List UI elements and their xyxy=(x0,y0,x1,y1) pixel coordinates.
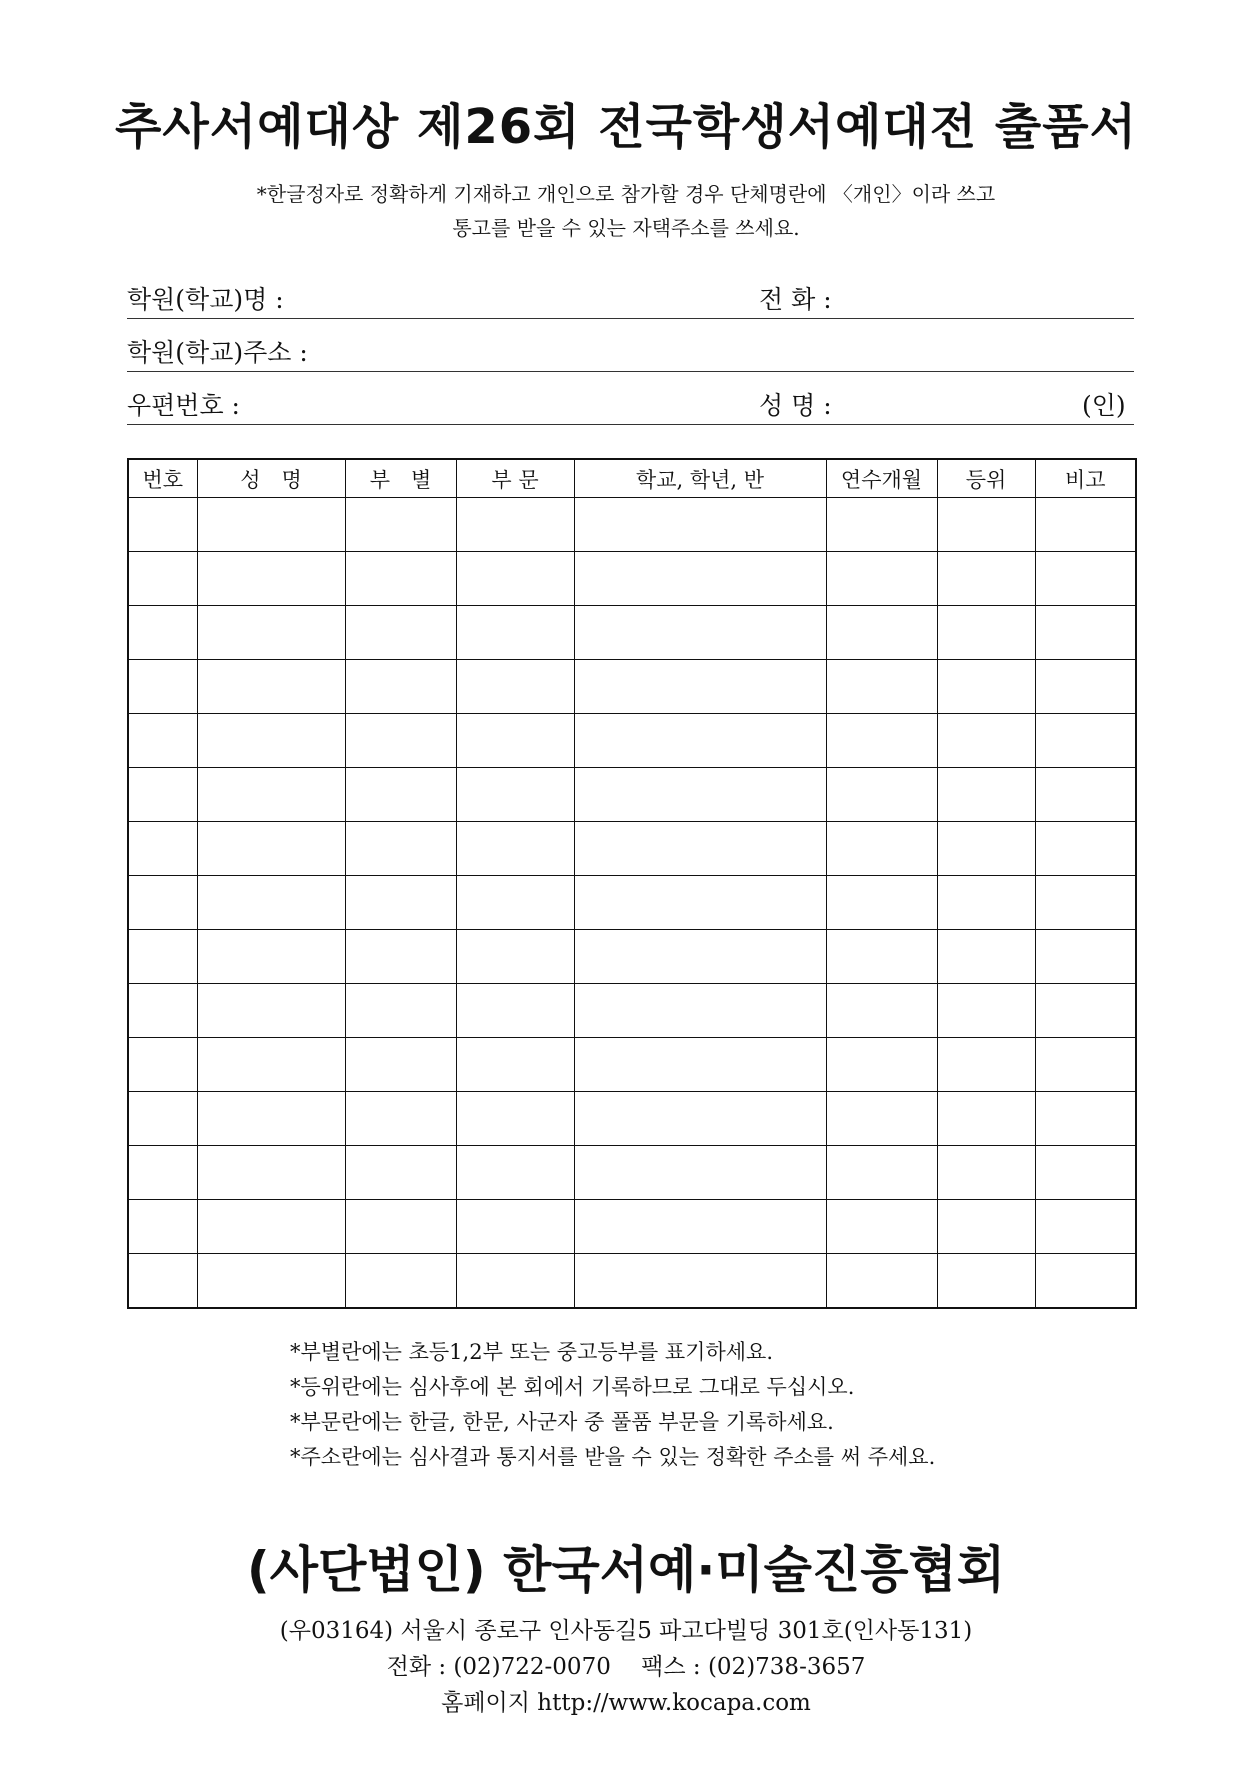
table-row xyxy=(128,1254,1136,1309)
table-cell[interactable] xyxy=(1035,876,1136,930)
table-row xyxy=(128,498,1136,552)
table-cell[interactable] xyxy=(574,660,826,714)
table-cell[interactable] xyxy=(574,1200,826,1254)
postal-code-row xyxy=(127,374,1134,425)
table-cell[interactable] xyxy=(574,606,826,660)
table-cell[interactable] xyxy=(345,1146,456,1200)
table-cell[interactable] xyxy=(197,930,345,984)
table-cell[interactable] xyxy=(128,660,197,714)
table-cell[interactable] xyxy=(197,552,345,606)
table-cell[interactable] xyxy=(197,984,345,1038)
table-cell[interactable] xyxy=(456,498,574,552)
table-cell[interactable] xyxy=(574,1092,826,1146)
table-cell[interactable] xyxy=(128,1254,197,1309)
table-cell[interactable] xyxy=(1035,660,1136,714)
table-cell[interactable] xyxy=(1035,1038,1136,1092)
table-row xyxy=(128,606,1136,660)
table-cell[interactable] xyxy=(1035,552,1136,606)
table-cell[interactable] xyxy=(937,498,1035,552)
table-cell[interactable] xyxy=(1035,768,1136,822)
table-cell[interactable] xyxy=(197,714,345,768)
table-cell[interactable] xyxy=(826,1038,937,1092)
table-cell[interactable] xyxy=(128,822,197,876)
table-cell[interactable] xyxy=(826,930,937,984)
table-cell[interactable] xyxy=(197,822,345,876)
table-cell[interactable] xyxy=(456,822,574,876)
table-cell[interactable] xyxy=(574,552,826,606)
table-cell[interactable] xyxy=(128,1038,197,1092)
table-row xyxy=(128,714,1136,768)
table-cell[interactable] xyxy=(345,984,456,1038)
table-cell[interactable] xyxy=(345,714,456,768)
table-cell[interactable] xyxy=(937,1200,1035,1254)
table-cell[interactable] xyxy=(826,768,937,822)
table-row xyxy=(128,930,1136,984)
seal-label: (인) xyxy=(1082,391,1126,420)
table-cell[interactable] xyxy=(1035,606,1136,660)
table-row xyxy=(128,552,1136,606)
table-row xyxy=(128,822,1136,876)
table-cell[interactable] xyxy=(456,552,574,606)
table-cell[interactable] xyxy=(937,606,1035,660)
table-row xyxy=(128,1092,1136,1146)
table-cell[interactable] xyxy=(456,984,574,1038)
table-cell[interactable] xyxy=(456,930,574,984)
table-row xyxy=(128,660,1136,714)
table-cell[interactable] xyxy=(456,1038,574,1092)
table-cell[interactable] xyxy=(456,606,574,660)
col-header-rank: 등위 xyxy=(937,459,1035,498)
table-cell[interactable] xyxy=(128,606,197,660)
table-cell[interactable] xyxy=(197,768,345,822)
table-cell[interactable] xyxy=(345,768,456,822)
table-cell[interactable] xyxy=(456,1200,574,1254)
table-cell[interactable] xyxy=(197,1038,345,1092)
footnotes xyxy=(290,1335,935,1475)
table-cell[interactable] xyxy=(128,768,197,822)
table-cell[interactable] xyxy=(826,1092,937,1146)
table-cell[interactable] xyxy=(1035,822,1136,876)
table-cell[interactable] xyxy=(128,1092,197,1146)
col-header-category: 부 문 xyxy=(456,459,574,498)
table-cell[interactable] xyxy=(826,714,937,768)
table-cell[interactable] xyxy=(574,1254,826,1309)
table-cell[interactable] xyxy=(826,984,937,1038)
table-cell[interactable] xyxy=(456,1146,574,1200)
table-cell[interactable] xyxy=(937,1092,1035,1146)
table-cell[interactable] xyxy=(574,1146,826,1200)
table-cell[interactable] xyxy=(197,660,345,714)
table-cell[interactable] xyxy=(197,1200,345,1254)
table-cell[interactable] xyxy=(937,876,1035,930)
table-cell[interactable] xyxy=(826,876,937,930)
phone-label: 전 화 : xyxy=(759,285,832,314)
entry-table-body xyxy=(128,498,1136,1309)
table-cell[interactable] xyxy=(1035,714,1136,768)
table-cell[interactable] xyxy=(937,552,1035,606)
col-header-division: 부 별 xyxy=(345,459,456,498)
table-cell[interactable] xyxy=(574,822,826,876)
table-cell[interactable] xyxy=(456,1092,574,1146)
col-header-school: 학교, 학년, 반 xyxy=(574,459,826,498)
table-cell[interactable] xyxy=(456,876,574,930)
table-cell[interactable] xyxy=(826,1254,937,1309)
academy-address-row xyxy=(127,321,1134,372)
table-cell[interactable] xyxy=(574,714,826,768)
table-cell[interactable] xyxy=(1035,1146,1136,1200)
table-cell[interactable] xyxy=(937,1146,1035,1200)
instruction-line-2: 통고를 받을 수 있는 자택주소를 쓰세요. xyxy=(452,216,800,240)
footnote: *주소란에는 심사결과 통지서를 받을 수 있는 정확한 주소를 써 주세요. xyxy=(290,1445,936,1469)
table-cell[interactable] xyxy=(345,822,456,876)
table-cell[interactable] xyxy=(574,984,826,1038)
table-cell[interactable] xyxy=(345,606,456,660)
table-cell[interactable] xyxy=(574,876,826,930)
table-cell[interactable] xyxy=(345,1092,456,1146)
table-cell[interactable] xyxy=(826,1146,937,1200)
table-cell[interactable] xyxy=(197,876,345,930)
table-row xyxy=(128,1038,1136,1092)
table-cell[interactable] xyxy=(937,1254,1035,1309)
table-cell[interactable] xyxy=(345,1038,456,1092)
name-label: 성 명 : xyxy=(759,391,832,420)
table-cell[interactable] xyxy=(197,1092,345,1146)
instruction-line-1: *한글정자로 정확하게 기재하고 개인으로 참가할 경우 단체명란에 〈개인〉이라 쓰고 xyxy=(256,182,996,206)
table-cell[interactable] xyxy=(345,552,456,606)
table-cell[interactable] xyxy=(1035,498,1136,552)
table-cell[interactable] xyxy=(128,498,197,552)
academy-name-row xyxy=(127,268,1134,319)
table-cell[interactable] xyxy=(456,714,574,768)
table-cell[interactable] xyxy=(456,1254,574,1309)
table-header-row xyxy=(128,459,1136,498)
table-cell[interactable] xyxy=(574,498,826,552)
table-cell[interactable] xyxy=(826,660,937,714)
table-cell[interactable] xyxy=(456,768,574,822)
table-cell[interactable] xyxy=(345,1254,456,1309)
table-cell[interactable] xyxy=(574,930,826,984)
table-cell[interactable] xyxy=(345,1200,456,1254)
table-cell[interactable] xyxy=(937,930,1035,984)
table-cell[interactable] xyxy=(128,930,197,984)
table-cell[interactable] xyxy=(128,552,197,606)
table-cell[interactable] xyxy=(1035,984,1136,1038)
table-cell[interactable] xyxy=(574,768,826,822)
table-row xyxy=(128,876,1136,930)
table-cell[interactable] xyxy=(826,498,937,552)
table-cell[interactable] xyxy=(937,660,1035,714)
organization-contact: 전화 : (02)722-0070 팩스 : (02)738-3657 xyxy=(386,1654,866,1680)
table-cell[interactable] xyxy=(197,498,345,552)
table-row xyxy=(128,1200,1136,1254)
table-cell[interactable] xyxy=(937,984,1035,1038)
table-cell[interactable] xyxy=(345,930,456,984)
table-cell[interactable] xyxy=(826,552,937,606)
table-row xyxy=(128,768,1136,822)
table-cell[interactable] xyxy=(456,660,574,714)
table-cell[interactable] xyxy=(345,876,456,930)
footnote: *부별란에는 초등1,2부 또는 중고등부를 표기하세요. xyxy=(290,1340,773,1364)
table-cell[interactable] xyxy=(197,1146,345,1200)
table-cell[interactable] xyxy=(1035,1200,1136,1254)
table-cell[interactable] xyxy=(128,1200,197,1254)
table-cell[interactable] xyxy=(345,498,456,552)
table-row xyxy=(128,1146,1136,1200)
table-cell[interactable] xyxy=(826,1200,937,1254)
academy-address-label: 학원(학교)주소 : xyxy=(127,338,308,367)
table-cell[interactable] xyxy=(197,606,345,660)
postal-code-label: 우편번호 : xyxy=(127,391,240,420)
table-cell[interactable] xyxy=(128,984,197,1038)
col-header-training-months: 연수개월 xyxy=(826,459,937,498)
table-cell[interactable] xyxy=(937,714,1035,768)
form-title: 추사서예대상 제26회 전국학생서예대전 출품서 xyxy=(115,99,1137,155)
col-header-name: 성 명 xyxy=(197,459,345,498)
table-cell[interactable] xyxy=(1035,930,1136,984)
footnote: *부문란에는 한글, 한문, 사군자 중 풀품 부문을 기록하세요. xyxy=(290,1410,834,1434)
table-cell[interactable] xyxy=(574,1038,826,1092)
col-header-remarks: 비고 xyxy=(1035,459,1136,498)
entry-table xyxy=(127,458,1137,1309)
footnote: *등위란에는 심사후에 본 회에서 기록하므로 그대로 두십시오. xyxy=(290,1375,855,1399)
table-cell[interactable] xyxy=(937,768,1035,822)
table-cell[interactable] xyxy=(1035,1092,1136,1146)
table-cell[interactable] xyxy=(937,1038,1035,1092)
table-cell[interactable] xyxy=(826,606,937,660)
col-header-number: 번호 xyxy=(128,459,197,498)
table-row xyxy=(128,984,1136,1038)
table-cell[interactable] xyxy=(826,822,937,876)
table-cell[interactable] xyxy=(937,822,1035,876)
table-cell[interactable] xyxy=(128,1146,197,1200)
table-cell[interactable] xyxy=(345,660,456,714)
organization-address: (우03164) 서울시 종로구 인사동길5 파고다빌딩 301호(인사동131) xyxy=(279,1618,973,1644)
academy-name-label: 학원(학교)명 : xyxy=(127,285,284,314)
table-cell[interactable] xyxy=(128,714,197,768)
organization-name: (사단법인) 한국서예·미술진흥협회 xyxy=(246,1541,1006,1599)
table-cell[interactable] xyxy=(197,1254,345,1309)
organization-homepage: 홈페이지 http://www.kocapa.com xyxy=(441,1690,811,1716)
table-cell[interactable] xyxy=(1035,1254,1136,1309)
table-cell[interactable] xyxy=(128,876,197,930)
